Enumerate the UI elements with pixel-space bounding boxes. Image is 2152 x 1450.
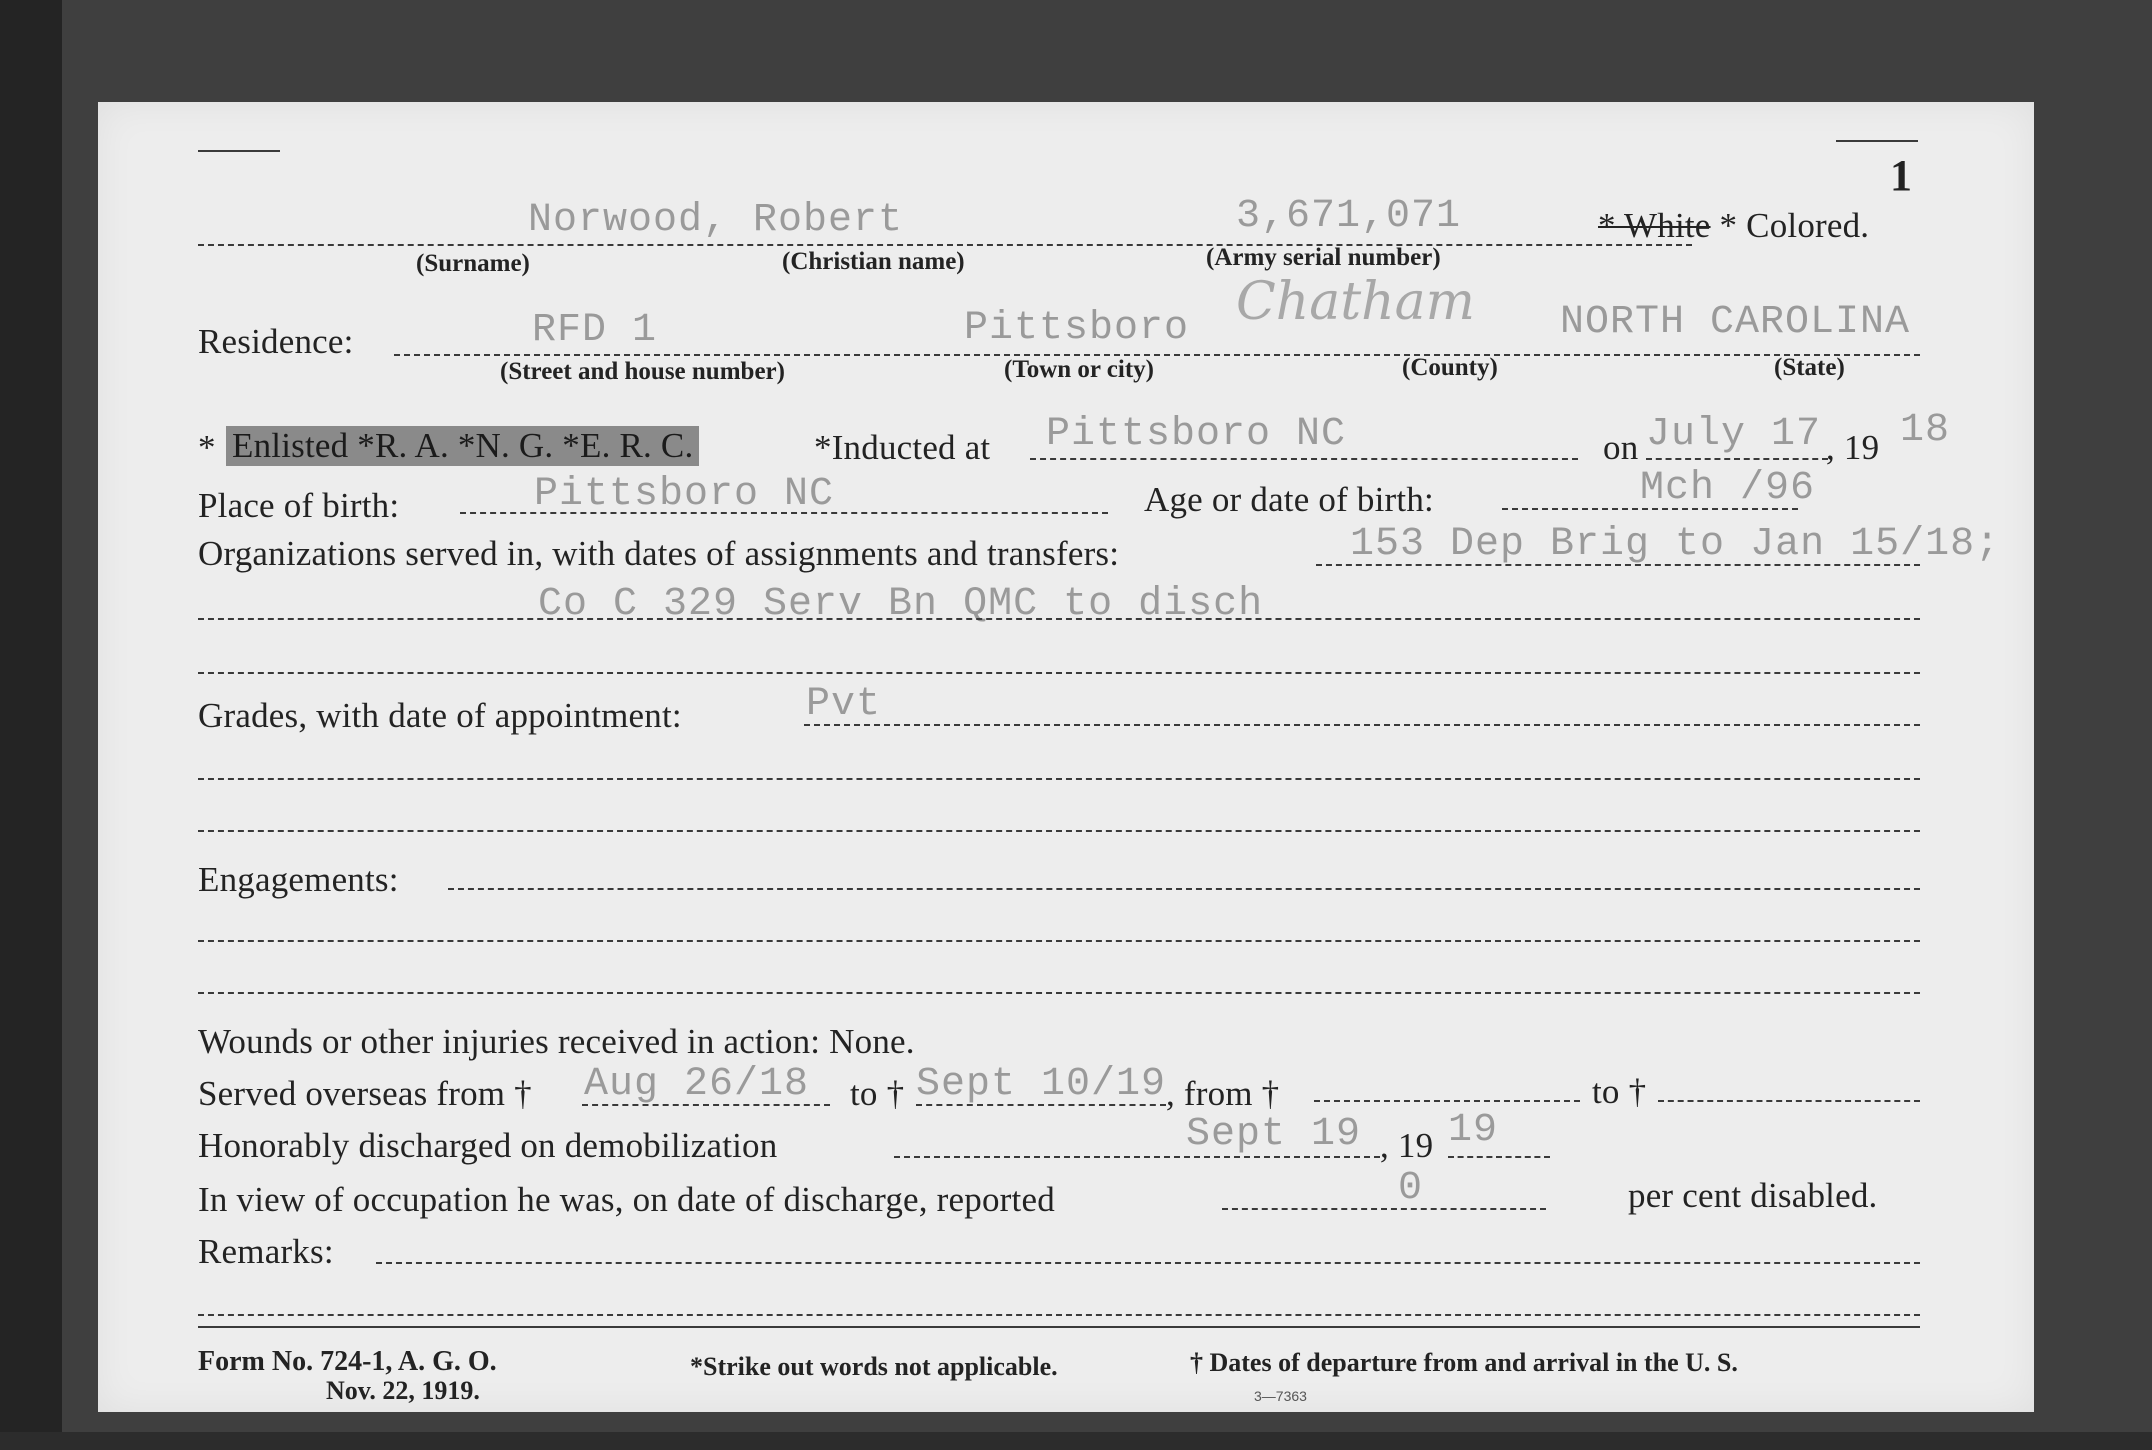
town-value: Pittsboro xyxy=(964,306,1190,351)
induction-year-prefix: , 19 xyxy=(1826,428,1880,467)
place-of-birth-label: Place of birth: xyxy=(198,486,400,525)
race-options xyxy=(1598,206,1869,246)
overseas-to-label: to † xyxy=(850,1074,905,1113)
grades-line3-rule xyxy=(198,830,1920,832)
on-label: on xyxy=(1603,428,1639,467)
wounds-value: None. xyxy=(829,1022,915,1061)
overseas-to2-line xyxy=(1658,1100,1920,1102)
organizations-line1-rule xyxy=(1316,564,1920,566)
enlisted-options: Enlisted *R. A. *N. G. *E. R. C. xyxy=(226,426,699,466)
discharge-label: Honorably discharged on demobilization xyxy=(198,1126,778,1165)
name-line xyxy=(198,244,1692,246)
footer-rule xyxy=(198,1326,1920,1328)
grades-label: Grades, with date of appointment: xyxy=(198,696,682,735)
disability-label: In view of occupation he was, on date of discharge, reported xyxy=(198,1180,1055,1219)
birth-date-value: Mch /96 xyxy=(1640,466,1816,511)
overseas-from2-line xyxy=(1314,1100,1580,1102)
street-value: RFD 1 xyxy=(532,308,658,353)
race-colored: * Colored. xyxy=(1719,206,1870,245)
top-left-rule xyxy=(198,150,280,152)
county-caption: (County) xyxy=(1402,354,1498,381)
overseas-from2-label: , from † xyxy=(1166,1074,1280,1113)
disability-line xyxy=(1222,1208,1546,1210)
card-number: 1 xyxy=(1890,151,1912,200)
engagements-label: Engagements: xyxy=(198,860,399,899)
print-code: 3—7363 xyxy=(1254,1388,1307,1404)
discharge-date-line xyxy=(894,1156,1380,1158)
surname-caption: (Surname) xyxy=(416,250,530,277)
overseas-from1-line xyxy=(582,1104,830,1106)
place-of-birth-value: Pittsboro NC xyxy=(534,472,835,517)
organizations-line1: 153 Dep Brig to Jan 15/18; xyxy=(1350,522,2001,567)
grades-value: Pvt xyxy=(806,682,882,727)
remarks-line2-rule xyxy=(198,1314,1920,1316)
place-of-birth-line xyxy=(460,512,1108,514)
scan-edge-left xyxy=(0,0,62,1450)
form-date: Nov. 22, 1919. xyxy=(326,1376,480,1405)
induction-year-suffix: 18 xyxy=(1900,408,1951,453)
grades-line1-rule xyxy=(804,724,1920,726)
birth-date-line xyxy=(1502,508,1798,510)
engagements-line1-rule xyxy=(448,888,1920,890)
scan-edge-bottom xyxy=(0,1432,2152,1450)
dates-note: † Dates of departure from and arrival in the U. S. xyxy=(1190,1348,1738,1377)
residence-label: Residence: xyxy=(198,322,354,361)
enlistment-star: * xyxy=(198,428,216,467)
overseas-to2-label: to † xyxy=(1592,1072,1647,1111)
discharge-year-line xyxy=(1448,1156,1550,1158)
form-number: Form No. 724-1, A. G. O. xyxy=(198,1346,497,1377)
inducted-place-line xyxy=(1030,458,1578,460)
town-caption: (Town or city) xyxy=(1004,356,1154,383)
race-white: * White xyxy=(1598,206,1711,245)
name-value: Norwood, Robert xyxy=(528,198,904,243)
strike-out-note: *Strike out words not applicable. xyxy=(690,1352,1058,1381)
wounds-label-text: Wounds or other injuries received in action: xyxy=(198,1022,821,1061)
overseas-to1-line xyxy=(916,1104,1166,1106)
serial-number-caption: (Army serial number) xyxy=(1206,244,1441,271)
engagements-line3-rule xyxy=(198,992,1920,994)
state-caption: (State) xyxy=(1774,354,1845,381)
residence-line xyxy=(394,354,1920,356)
remarks-label: Remarks: xyxy=(198,1232,334,1271)
service-record-card xyxy=(98,102,2034,1412)
organizations-label: Organizations served in, with dates of assignments and transfers: xyxy=(198,534,1120,573)
organizations-line3-rule xyxy=(198,672,1920,674)
induction-date-line xyxy=(1646,458,1828,460)
overseas-to1-value: Sept 10/19 xyxy=(916,1062,1167,1107)
age-label: Age or date of birth: xyxy=(1144,480,1434,519)
state-value: NORTH CAROLINA xyxy=(1560,300,1911,345)
engagements-line2-rule xyxy=(198,940,1920,942)
wounds-label xyxy=(198,1022,915,1062)
disability-value: 0 xyxy=(1398,1166,1424,1211)
disability-suffix: per cent disabled. xyxy=(1628,1176,1878,1215)
overseas-from1-value: Aug 26/18 xyxy=(584,1062,810,1107)
street-caption: (Street and house number) xyxy=(500,358,785,385)
christian-name-caption: (Christian name) xyxy=(782,248,965,275)
inducted-label: *Inducted at xyxy=(814,428,991,467)
organizations-line2-rule xyxy=(198,618,1920,620)
discharge-year-prefix: , 19 xyxy=(1380,1126,1434,1165)
discharge-year-suffix: 19 xyxy=(1448,1108,1499,1153)
county-value: Chatham xyxy=(1236,272,1475,332)
discharge-date-value: Sept 19 xyxy=(1186,1112,1362,1157)
inducted-place-value: Pittsboro NC xyxy=(1046,412,1347,457)
organizations-line2: Co C 329 Serv Bn QMC to disch xyxy=(538,582,1264,627)
remarks-line1-rule xyxy=(376,1262,1920,1264)
induction-date-value: July 17 xyxy=(1646,412,1822,457)
serial-number-value: 3,671,071 xyxy=(1236,194,1462,239)
overseas-label: Served overseas from † xyxy=(198,1074,532,1113)
top-right-rule xyxy=(1836,140,1918,142)
grades-line2-rule xyxy=(198,778,1920,780)
